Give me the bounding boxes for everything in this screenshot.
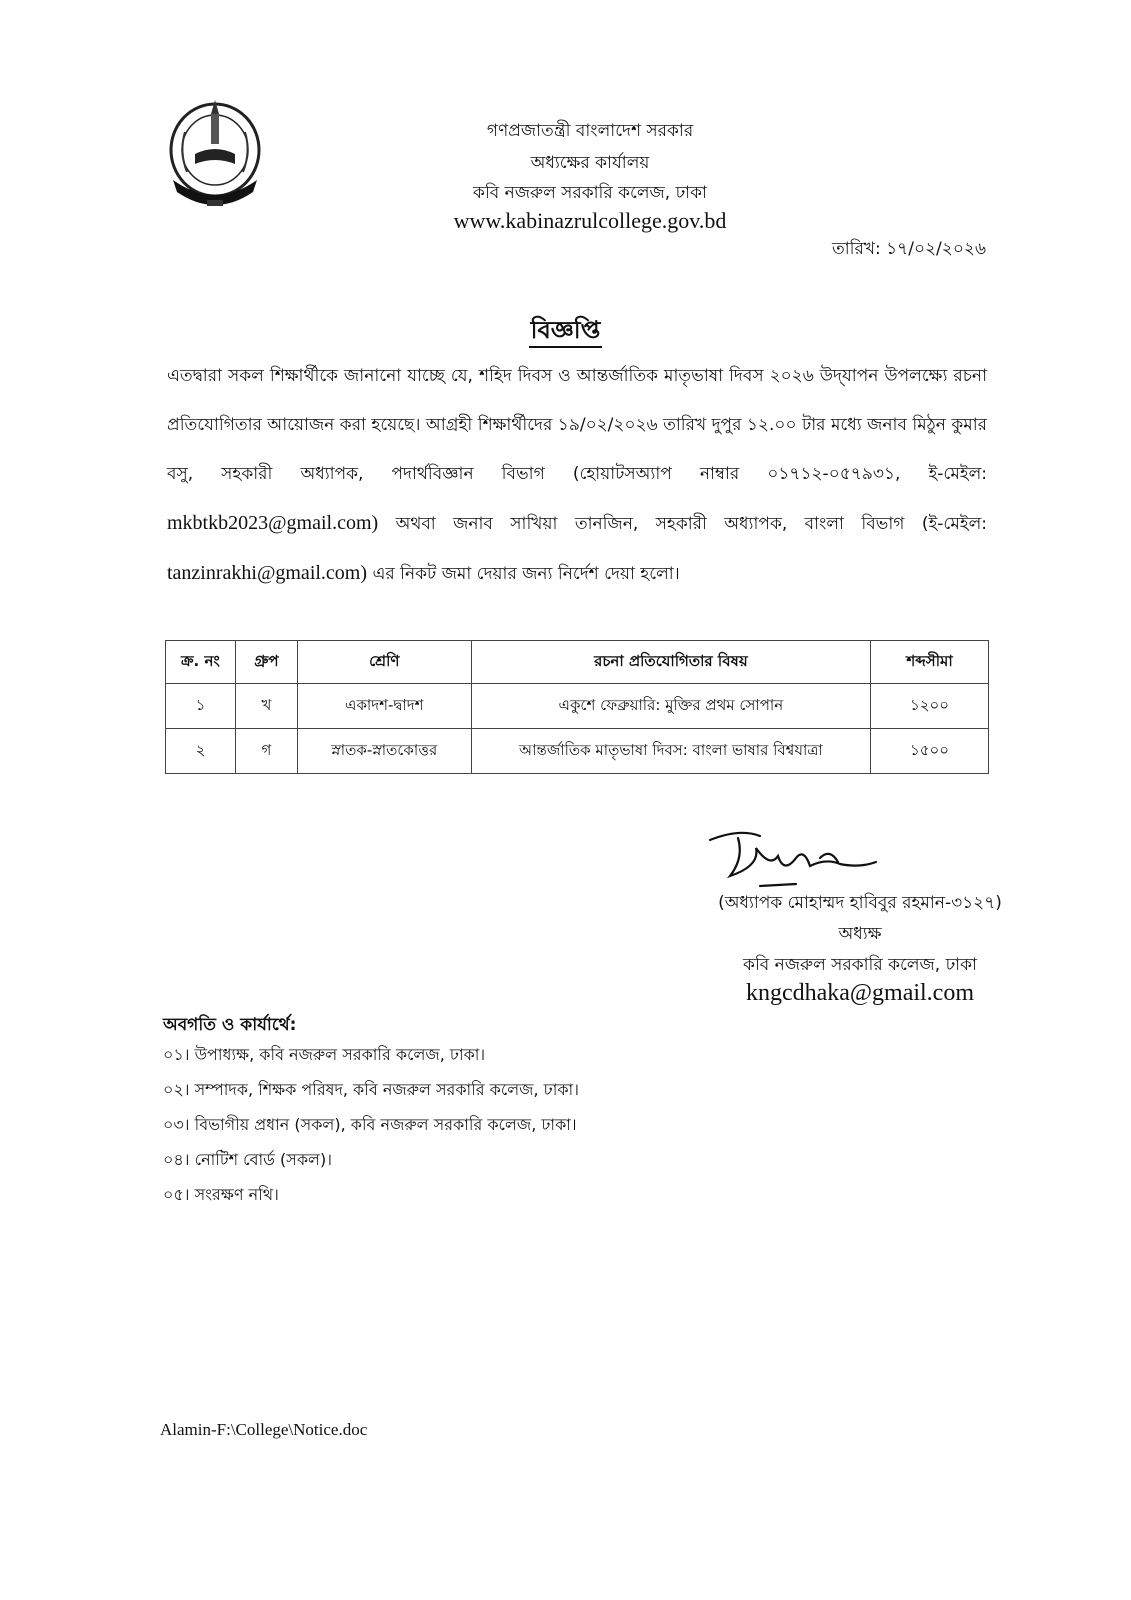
body-part2: অথবা জনাব সাখিয়া তানজিন, সহকারী অধ্যাপক, বাংলা বিভাগ (ই-মেইল:	[395, 514, 988, 534]
body-part3: এর নিকট জমা দেয়ার জন্য নির্দেশ দেয়া হলো।	[372, 564, 680, 584]
competition-table	[165, 640, 989, 774]
signatory-designation: অধ্যক্ষ	[838, 924, 882, 944]
table-cell: খ	[235, 684, 297, 729]
signatory-name: (অধ্যাপক মোহাম্মদ হাবিবুর রহমান-৩১২৭)	[718, 893, 1002, 913]
table-header: রচনা প্রতিযোগিতার বিষয়	[471, 641, 870, 684]
notice-title	[0, 312, 1131, 352]
college-emblem-logo	[165, 92, 265, 214]
cc-title: অবগতি ও কার্যার্থে:	[163, 1015, 297, 1035]
list-item: ০৪। নোটিশ বোর্ড (সকল)।	[163, 1150, 332, 1169]
table-cell: ১২০০	[871, 684, 989, 729]
table-cell: ১	[166, 684, 236, 729]
table-row	[166, 729, 989, 774]
header-office: অধ্যক্ষের কার্যালয়	[530, 153, 650, 173]
list-item: ০৩। বিভাগীয় প্রধান (সকল), কবি নজরুল সরকারি কলেজ, ঢাকা।	[163, 1115, 577, 1134]
notice-date: তারিখ: ১৭/০২/২০২৬	[831, 239, 986, 259]
table-cell: স্নাতক-স্নাতকোত্তর	[297, 729, 471, 774]
table-cell: একাদশ-দ্বাদশ	[297, 684, 471, 729]
table-cell: আন্তর্জাতিক মাতৃভাষা দিবস: বাংলা ভাষার বিশ্বযাত্রা	[471, 729, 870, 774]
table-cell: গ	[235, 729, 297, 774]
notice-body	[167, 352, 987, 599]
list-item: ০২। সম্পাদক, শিক্ষক পরিষদ, কবি নজরুল সরকারি কলেজ, ঢাকা।	[163, 1080, 579, 1099]
cc-list	[163, 1040, 579, 1215]
table-header-row	[166, 641, 989, 684]
table-header: শ্রেণি	[297, 641, 471, 684]
list-item: ০১। উপাধ্যক্ষ, কবি নজরুল সরকারি কলেজ, ঢাকা।	[163, 1045, 486, 1064]
header-government: গণপ্রজাতন্ত্রী বাংলাদেশ সরকার	[486, 121, 694, 141]
header-website: www.kabinazrulcollege.gov.bd	[453, 208, 727, 233]
table-header: গ্রুপ	[235, 641, 297, 684]
handwritten-signature	[700, 828, 900, 898]
body-part1: এতদ্বারা সকল শিক্ষার্থীকে জানানো যাচ্ছে যে, শহিদ দিবস ও আন্তর্জাতিক মাতৃভাষা দিবস ২০২৬ উদ্‌যাপন উপলক্ষ্যে রচনা প্রতিযোগিতার আয়োজন করা হয়েছে। আগ্রহী শিক্ষার্থীদের ১৯/০২/২০২৬ তারিখ দুপুর ১২.০০ টার মধ্যে জনাব মিঠুন কুমার বসু, সহকারী অধ্যাপক, পদার্থবিজ্ঞান বিভাগ (হোয়াটসঅ্যাপ নাম্বার ০১৭১২-০৫৭৯৩১, ই-মেইল:	[167, 366, 987, 484]
signatory-institution: কবি নজরুল সরকারি কলেজ, ঢাকা	[743, 955, 977, 975]
file-path-footer: Alamin-F:\College\Notice.doc	[160, 1420, 368, 1439]
table-cell: ২	[166, 729, 236, 774]
table-cell: একুশে ফেব্রুয়ারি: মুক্তির প্রথম সোপান	[471, 684, 870, 729]
table-header: ক্র. নং	[166, 641, 236, 684]
email-mithun: mkbtkb2023@gmail.com)	[167, 512, 379, 534]
table-row	[166, 684, 989, 729]
signatory-email: kngcdhaka@gmail.com	[745, 980, 975, 1006]
email-sakhia: tanzinrakhi@gmail.com)	[167, 562, 368, 584]
notice-title-text: বিজ্ঞপ্তি	[529, 316, 603, 348]
header-college: কবি নজরুল সরকারি কলেজ, ঢাকা	[473, 183, 707, 203]
list-item: ০৫। সংরক্ষণ নথি।	[163, 1185, 279, 1204]
table-header: শব্দসীমা	[871, 641, 989, 684]
table-cell: ১৫০০	[871, 729, 989, 774]
